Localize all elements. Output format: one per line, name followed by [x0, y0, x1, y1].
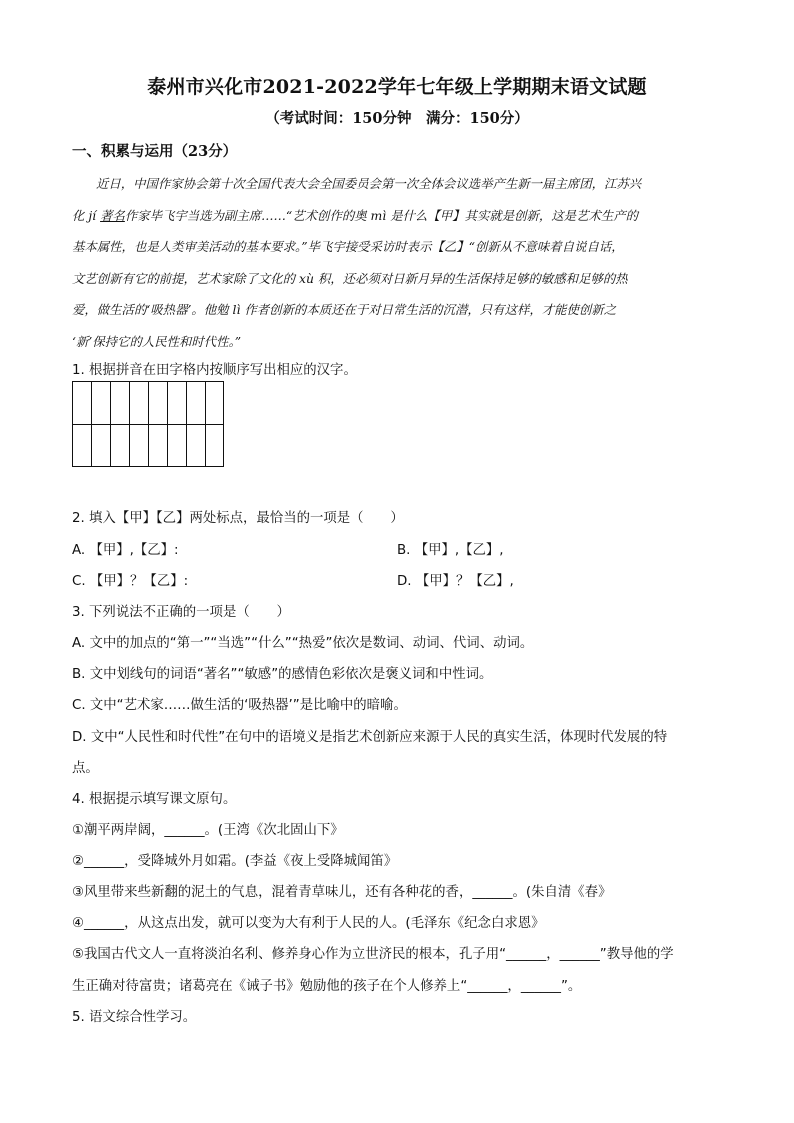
question-4-stem: 4. 根据提示填写课文原句。	[72, 792, 237, 807]
exam-info: （考试时间：150分钟 满分：150分）	[265, 110, 529, 127]
fill-item-5-cont[interactable]: 生正确对待富贵；诸葛亮在《诫子书》勉励他的孩子在个人修养上“______，______”。	[72, 979, 582, 994]
fill-item-4[interactable]: ④______，从这点出发，就可以变为大有利于人民的人。(毛泽东《纪念白求恩》	[72, 916, 545, 931]
passage-line: 近日，中国作家协会第十次全国代表大会全国委员会第一次全体会议选举产生新一届主席团，江苏兴	[96, 176, 642, 191]
option-b[interactable]: B. 【甲】,【乙】,	[397, 543, 504, 558]
option-c[interactable]: C. 【甲】？【乙】:	[72, 574, 189, 589]
underlined-word: 著名	[100, 207, 125, 223]
passage-line: ‘新’保持它的人民性和时代性。”	[72, 333, 242, 349]
option-a[interactable]: A. 【甲】,【乙】:	[72, 543, 179, 558]
option-d[interactable]: D. 【甲】？【乙】,	[397, 574, 514, 589]
option-d[interactable]: D. 文中“人民性和时代性”在句中的语境义是指艺术创新应来源于人民的真实生活，体现时代发展的特	[72, 730, 668, 745]
reading-passage	[72, 168, 720, 357]
passage-line: 爱，做生活的‘吸热器’。他勉 lì 作者创新的本质还在于对日常生活的沉潜，只有这样，才能使创新之	[72, 302, 617, 317]
question-3-stem: 3. 下列说法不正确的一项是（ ）	[72, 605, 290, 620]
question-1: 1. 根据拼音在田字格内按顺序写出相应的汉字。	[72, 363, 357, 378]
question-2-stem: 2. 填入【甲】【乙】两处标点，最恰当的一项是（ ）	[72, 511, 404, 526]
fill-item-2[interactable]: ②______，受降城外月如霜。(李益《夜上受降城闻笛》	[72, 854, 398, 869]
tianzige-grid[interactable]	[72, 381, 224, 467]
passage-line: 文艺创新有它的前提，艺术家除了文化的 xù 积，还必须对日新月异的生活保持足够的敏感和足够的热	[72, 270, 628, 286]
page-title: 泰州市兴化市2021-2022学年七年级上学期期末语文试题	[147, 76, 647, 98]
fill-item-5[interactable]: ⑤我国古代文人一直将淡泊名利、修养身心作为立世济民的根本，孔子用“______，______”教导他的学	[72, 947, 674, 962]
passage-line: 基本属性，也是人类审美活动的基本要求。”毕飞宇接受采访时表示【乙】“创新从不意味着自说自话，	[72, 239, 624, 254]
option-a[interactable]: A. 文中的加点的“第一”“当选”“什么”“热爱”依次是数词、动词、代词、动词。	[72, 636, 534, 651]
passage-line: 化 jí 著名作家毕飞宇当选为副主席……“艺术创作的奥 mì 是什么【甲】其实就是创新，这是艺术生产的	[72, 207, 639, 223]
fill-item-1[interactable]: ①潮平两岸阔，______。(王湾《次北固山下》	[72, 823, 344, 838]
section-heading: 一、积累与运用（23分）	[72, 143, 238, 160]
option-b[interactable]: B. 文中划线句的词语“著名”“敏感”的感情色彩依次是褒义词和中性词。	[72, 667, 493, 682]
question-5: 5. 语文综合性学习。	[72, 1010, 197, 1025]
option-c[interactable]: C. 文中“艺术家……做生活的‘吸热器’”是比喻中的暗喻。	[72, 698, 407, 713]
fill-item-3[interactable]: ③风里带来些新翻的泥土的气息，混着青草味儿，还有各种花的香，______。(朱自清《春》	[72, 885, 612, 900]
option-d-cont: 点。	[72, 761, 99, 776]
